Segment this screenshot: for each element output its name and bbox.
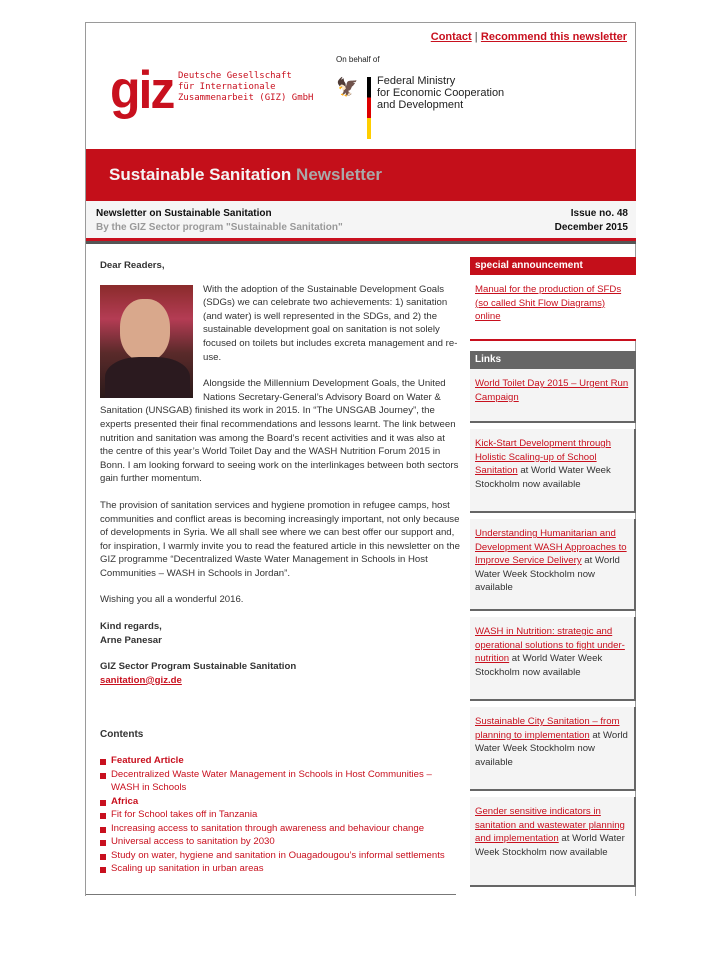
paragraph: With the adoption of the Sustainable Development Goals (SDGs) we can celebrate two achievements: 1) sanitation (and water) is well represented in the SDGs, and 2) the sustainable development goal on sanitation is not solely focused on toilets but includes excreta management and re-use. — [203, 283, 458, 363]
ministry-line: and Development — [377, 99, 464, 111]
author-photo — [100, 285, 193, 398]
email-link[interactable]: sanitation@giz.de — [100, 674, 182, 686]
link-box — [470, 707, 636, 791]
giz-name-line: Zusammenarbeit (GIZ) GmbH — [178, 93, 314, 103]
link-box — [470, 617, 636, 701]
ministry-line: for Economic Cooperation — [377, 87, 505, 99]
link-box — [470, 429, 636, 513]
separator: | — [474, 31, 478, 43]
special-announcement-header: special announcement — [470, 257, 636, 275]
contents-item[interactable]: Study on water, hygiene and sanitation in Ouagadougou’s informal settlements — [100, 849, 460, 863]
german-flag-bar — [367, 77, 371, 139]
paragraph: Wishing you all a wonderful 2016. — [100, 594, 244, 606]
signature — [100, 620, 460, 647]
special-announcement-link[interactable]: Manual for the production of SFDs (so called Shit Flow Diagrams) online — [475, 284, 622, 322]
contents-section — [100, 729, 460, 876]
contents-title: Contents — [100, 729, 144, 740]
organization — [100, 660, 460, 687]
contents-item[interactable]: Fit for School takes off in Tanzania — [100, 808, 460, 822]
link[interactable]: Sustainable City Sanitation – from planning to implementation — [475, 716, 620, 741]
greeting: Dear Readers, — [100, 260, 165, 271]
contents-item[interactable]: Featured Article — [100, 754, 460, 768]
issue-date: December 2015 — [554, 222, 628, 233]
newsletter-subject: Newsletter on Sustainable Sanitation — [96, 208, 272, 219]
on-behalf-label: On behalf of — [336, 55, 380, 64]
link-box — [470, 797, 636, 887]
title-accent: Newsletter — [296, 165, 383, 184]
giz-logo: giz — [110, 60, 174, 120]
links-header: Links — [470, 351, 636, 369]
newsletter-publisher: By the GIZ Sector program "Sustainable Sanitation" — [96, 222, 343, 233]
link-box — [470, 519, 636, 611]
link-note: at World Water Week Stockholm now available — [475, 653, 603, 678]
title-banner — [86, 149, 636, 201]
org-name: GIZ Sector Program Sustainable Sanitation — [100, 661, 297, 673]
regards: Kind regards, — [100, 621, 162, 633]
sidebar — [470, 257, 636, 887]
contents-item[interactable]: Universal access to sanitation by 2030 — [100, 835, 460, 849]
giz-name-line: für Internationale — [178, 82, 276, 92]
link-note: at World Water Week Stockholm now available — [475, 465, 611, 490]
info-bar — [86, 201, 636, 241]
top-links — [431, 31, 627, 43]
link-note: at World Water Week Stockholm now available — [475, 729, 628, 768]
federal-eagle-icon: 🦅 — [336, 77, 359, 97]
giz-name-line: Deutsche Gesellschaft — [178, 71, 292, 81]
link[interactable]: Gender sensitive indicators in sanitation and wastewater planning and implementation — [475, 806, 625, 844]
divider — [86, 894, 456, 895]
link[interactable]: Kick-Start Development through Holistic Scaling-up of School Sanitation — [475, 438, 611, 476]
recommend-link[interactable]: Recommend this newsletter — [480, 31, 627, 43]
paragraph: Alongside the Millennium Development Goals, the United Nations Secretary-General’s Advisory Board on Water & Sanitation (UNSGAB) finished its work in 2015. In “The UNSGAB Journey”, the experts presented their final recommendations and lessons learnt. The link between nutrition and sanitation was among the Board’s recent activities and it was also at the centre of this year’s World Toilet Day and the WASH Nutrition Forum 2015 in Bonn. I am looking forward to seeing work on the interlinkages between both sectors gain further momentum. — [100, 378, 459, 485]
special-announcement-box — [470, 275, 636, 341]
ministry-name — [377, 75, 504, 111]
giz-name — [178, 71, 313, 104]
link[interactable]: Understanding Humanitarian and Development WASH Approaches to Improve Service Delivery — [475, 528, 627, 566]
paragraph: The provision of sanitation services and hygiene promotion in refugee camps, host communities and conflict areas is becoming increasingly important, not only because of developments in Syria. We all shall see where we can best offer our support and, for inspiration, I warmly invite you to read the featured article in this newsletter on the GIZ programme “Decentralized Waste Water Management in Schools in Host Communities – WASH in Schools in Jordan”. — [100, 499, 460, 579]
link-note: at World Water Week Stockholm now available — [475, 833, 625, 858]
contents-item[interactable]: Africa — [100, 795, 460, 809]
contents-item[interactable]: Scaling up sanitation in urban areas — [100, 862, 460, 876]
contact-link[interactable]: Contact — [430, 31, 472, 43]
ministry-line: Federal Ministry — [377, 75, 456, 87]
link-note: at World Water Week Stockholm now available — [475, 555, 620, 593]
contents-item[interactable]: Decentralized Waste Water Management in Schools in Host Communities – WASH in Schools — [100, 768, 460, 795]
link[interactable]: WASH in Nutrition: strategic and operational solutions to fight under-nutrition — [475, 626, 625, 664]
contents-item[interactable]: Increasing access to sanitation through awareness and behaviour change — [100, 822, 460, 836]
newsletter-title — [109, 165, 382, 185]
author-name: Arne Panesar — [100, 634, 162, 646]
link-box — [470, 369, 636, 423]
issue-number: Issue no. 48 — [570, 208, 628, 219]
newsletter — [85, 22, 636, 896]
editorial — [100, 259, 460, 700]
link[interactable]: World Toilet Day 2015 – Urgent Run Campaign — [475, 378, 629, 403]
title-main: Sustainable Sanitation — [109, 165, 292, 184]
